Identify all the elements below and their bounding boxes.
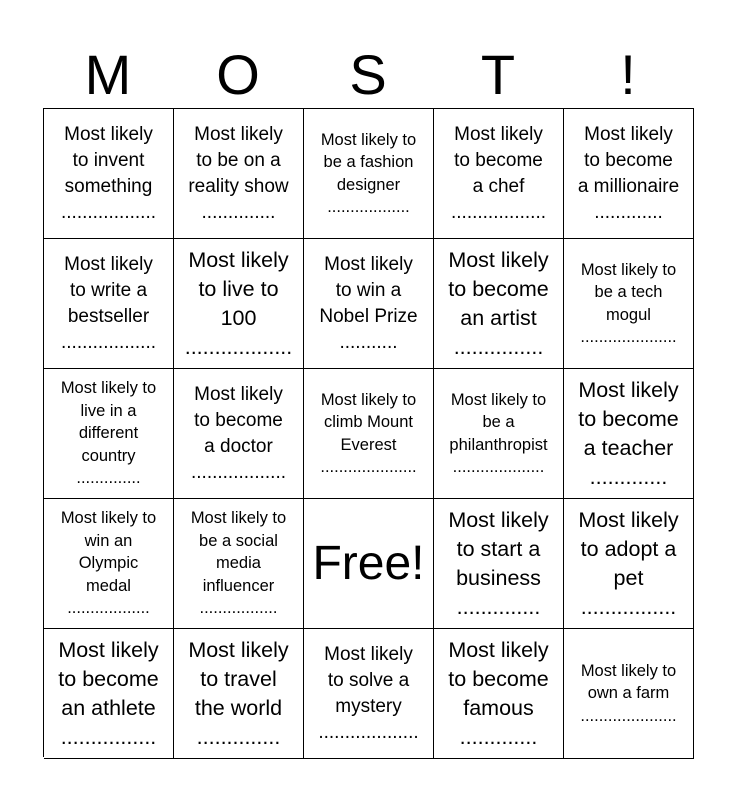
bingo-cell-text: Most likely to be a social media influencer ................. [190, 509, 287, 618]
bingo-cell[interactable] [44, 239, 174, 369]
bingo-cell[interactable] [434, 499, 564, 629]
bingo-cell-text: Most likely to solve a mystery ................... [318, 643, 419, 743]
bingo-grid [43, 108, 694, 757]
bingo-cell-text: Most likely to adopt a pet ................ [578, 507, 679, 619]
free-space-cell[interactable] [304, 499, 434, 629]
header-letter-exclamation: ! [620, 43, 636, 106]
bingo-cell[interactable] [44, 499, 174, 629]
bingo-cell-text: Most likely to become famous ............. [448, 637, 549, 749]
bingo-cell-text: Most likely to become an athlete ................ [58, 637, 159, 749]
bingo-cell-text: Most likely to be on a reality show .............. [188, 123, 289, 223]
free-space-label: Free! [312, 536, 425, 590]
bingo-cell-text: Most likely to own a farm ..................... [580, 661, 677, 725]
bingo-cell[interactable] [174, 629, 304, 759]
bingo-cell[interactable] [564, 239, 694, 369]
bingo-cell[interactable] [564, 499, 694, 629]
header-letter-t: T [480, 43, 516, 106]
bingo-cell[interactable] [304, 369, 434, 499]
bingo-cell-text: Most likely to be a tech mogul ..................... [580, 260, 677, 346]
bingo-cell-text: Most likely to become an artist ............... [448, 247, 549, 359]
bingo-cell[interactable] [434, 629, 564, 759]
bingo-cell[interactable] [434, 109, 564, 239]
bingo-cell-text: Most likely to win a Nobel Prize ........... [319, 253, 418, 353]
bingo-cell-text: Most likely to become a doctor .................. [190, 383, 287, 483]
bingo-cell[interactable] [44, 369, 174, 499]
bingo-cell-text: Most likely to be a fashion designer .................. [320, 130, 417, 216]
bingo-cell[interactable] [174, 109, 304, 239]
bingo-cell-text: Most likely to live in a different country .............. [60, 379, 157, 488]
header-letter-s: S [349, 43, 387, 106]
bingo-cell-text: Most likely to become a chef .................. [450, 123, 547, 223]
bingo-cell-text: Most likely to live to 100 .................. [184, 247, 293, 359]
bingo-cell[interactable] [174, 239, 304, 369]
bingo-cell[interactable] [304, 109, 434, 239]
bingo-cell-text: Most likely to become a teacher ............. [578, 377, 679, 489]
bingo-cell-text: Most likely to invent something .................. [60, 123, 157, 223]
bingo-cell[interactable] [564, 629, 694, 759]
bingo-cell[interactable] [44, 109, 174, 239]
bingo-cell-text: Most likely to write a bestseller .................. [60, 253, 157, 353]
bingo-cell[interactable] [434, 369, 564, 499]
bingo-cell[interactable] [564, 369, 694, 499]
bingo-cell-text: Most likely to travel the world .............. [188, 637, 289, 749]
bingo-cell-text: Most likely to start a business .............. [448, 507, 549, 619]
bingo-cell-text: Most likely to become a millionaire ............. [577, 123, 680, 223]
bingo-cell-text: Most likely to win an Olympic medal .................. [60, 509, 157, 618]
bingo-cell[interactable] [434, 239, 564, 369]
bingo-cell-text: Most likely to be a philanthropist .................... [449, 390, 548, 476]
bingo-cell[interactable] [304, 239, 434, 369]
bingo-cell[interactable] [174, 369, 304, 499]
bingo-cell[interactable] [44, 629, 174, 759]
bingo-header [43, 42, 693, 108]
header-letter-o: O [216, 43, 260, 106]
bingo-cell-text: Most likely to climb Mount Everest ..................... [320, 390, 417, 476]
bingo-cell[interactable] [564, 109, 694, 239]
header-letter-m: M [84, 43, 132, 106]
bingo-cell[interactable] [304, 629, 434, 759]
bingo-cell[interactable] [174, 499, 304, 629]
